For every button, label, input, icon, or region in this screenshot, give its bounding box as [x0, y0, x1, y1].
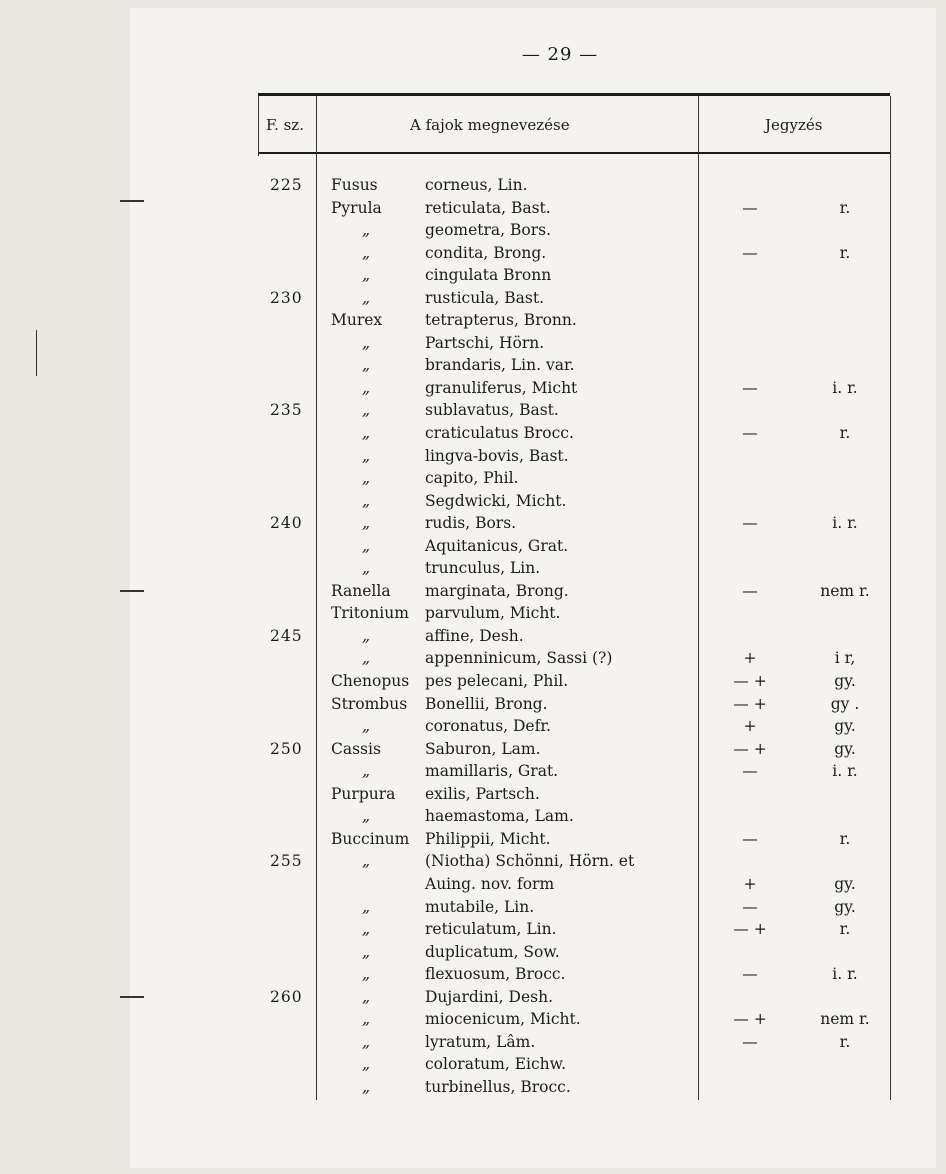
- species-name: geometra, Bors.: [425, 221, 552, 240]
- ditto-mark: „: [361, 649, 371, 668]
- ditto-mark: „: [361, 920, 371, 939]
- header-number: F. sz.: [266, 116, 304, 134]
- occurrence-sign: —: [742, 829, 758, 848]
- genus-name: Cassis: [331, 739, 381, 758]
- species-name: exilis, Partsch.: [425, 784, 540, 803]
- note-text: nem r.: [820, 581, 870, 600]
- ditto-mark: „: [361, 852, 371, 871]
- species-name: capito, Phil.: [425, 469, 519, 488]
- table-row: [0, 805, 946, 828]
- occurrence-sign: —: [742, 965, 758, 984]
- table-row: [0, 963, 946, 986]
- note-text: gy.: [834, 874, 856, 893]
- note-text: gy.: [834, 717, 856, 736]
- species-name: duplicatum, Sow.: [425, 942, 560, 961]
- table-row: [0, 625, 946, 648]
- genus-name: Ranella: [331, 581, 391, 600]
- table-row: [0, 715, 946, 738]
- table-row: [0, 693, 946, 716]
- occurrence-sign: —: [742, 514, 758, 533]
- species-name: reticulatum, Lin.: [425, 920, 557, 939]
- table-row: [0, 422, 946, 445]
- occurrence-sign: — +: [733, 694, 767, 713]
- table-row: [0, 896, 946, 919]
- ditto-mark: „: [361, 1010, 371, 1029]
- species-name: mutabile, Lin.: [425, 897, 535, 916]
- ditto-mark: „: [361, 942, 371, 961]
- species-name: Aquitanicus, Grat.: [425, 536, 569, 555]
- note-text: i. r.: [832, 378, 858, 397]
- ditto-mark: „: [361, 356, 371, 375]
- species-name: coloratum, Eichw.: [425, 1055, 567, 1074]
- species-table: [0, 174, 946, 1098]
- table-header-rule: [258, 152, 890, 154]
- species-name: reticulata, Bast.: [425, 198, 551, 217]
- table-row: [0, 377, 946, 400]
- ditto-mark: „: [361, 221, 371, 240]
- species-name: rudis, Bors.: [425, 514, 517, 533]
- note-text: i. r.: [832, 965, 858, 984]
- ditto-mark: „: [361, 987, 371, 1006]
- table-row: [0, 264, 946, 287]
- page-number: — 29 —: [521, 44, 599, 65]
- occurrence-sign: +: [743, 874, 757, 893]
- genus-name: Buccinum: [331, 829, 410, 848]
- ditto-mark: „: [361, 965, 371, 984]
- species-name: craticulatus Brocc.: [425, 424, 574, 443]
- table-row: [0, 467, 946, 490]
- genus-name: Chenopus: [331, 672, 410, 691]
- table-row: [0, 309, 946, 332]
- occurrence-sign: —: [742, 378, 758, 397]
- table-row: [0, 647, 946, 670]
- species-name: tetrapterus, Bronn.: [425, 311, 577, 330]
- occurrence-sign: —: [742, 762, 758, 781]
- table-row: [0, 670, 946, 693]
- table-row: [0, 783, 946, 806]
- ditto-mark: „: [361, 762, 371, 781]
- species-name: parvulum, Micht.: [425, 604, 561, 623]
- species-name: Saburon, Lam.: [425, 739, 541, 758]
- ditto-mark: „: [361, 243, 371, 262]
- header-name: A fajok megnevezése: [410, 116, 570, 134]
- ditto-mark: „: [361, 469, 371, 488]
- note-text: r.: [839, 424, 851, 443]
- genus-name: Pyrula: [331, 198, 382, 217]
- species-name: marginata, Brong.: [425, 581, 569, 600]
- note-text: r.: [839, 1032, 851, 1051]
- table-row: [0, 850, 946, 873]
- genus-name: Murex: [331, 311, 383, 330]
- species-name: affine, Desh.: [425, 626, 524, 645]
- species-name: turbinellus, Brocc.: [425, 1077, 571, 1096]
- table-row: [0, 828, 946, 851]
- table-row: [0, 354, 946, 377]
- ditto-mark: „: [361, 536, 371, 555]
- row-number: 225: [270, 176, 303, 194]
- species-name: Bonellii, Brong.: [425, 694, 548, 713]
- species-name: Dujardini, Desh.: [425, 987, 554, 1006]
- table-row: [0, 738, 946, 761]
- species-name: sublavatus, Bast.: [425, 401, 559, 420]
- ditto-mark: „: [361, 1077, 371, 1096]
- species-name: granuliferus, Micht: [425, 378, 578, 397]
- table-row: [0, 760, 946, 783]
- species-name: flexuosum, Brocc.: [425, 965, 566, 984]
- table-row: [0, 219, 946, 242]
- ditto-mark: „: [361, 897, 371, 916]
- note-text: i r,: [834, 649, 856, 668]
- species-name: lyratum, Lâm.: [425, 1032, 536, 1051]
- occurrence-sign: —: [742, 581, 758, 600]
- ditto-mark: „: [361, 424, 371, 443]
- species-name: corneus, Lin.: [425, 176, 528, 194]
- table-left-edge: [258, 96, 259, 156]
- table-row: [0, 580, 946, 603]
- ditto-mark: „: [361, 401, 371, 420]
- species-name: Segdwicki, Micht.: [425, 491, 567, 510]
- ditto-mark: „: [361, 446, 371, 465]
- table-row: [0, 1008, 946, 1031]
- table-row: [0, 399, 946, 422]
- table-row: [0, 557, 946, 580]
- ditto-mark: „: [361, 378, 371, 397]
- table-row: [0, 445, 946, 468]
- occurrence-sign: +: [743, 717, 757, 736]
- table-row: [0, 873, 946, 896]
- species-name: coronatus, Defr.: [425, 717, 551, 736]
- table-row: [0, 602, 946, 625]
- occurrence-sign: — +: [733, 920, 767, 939]
- occurrence-sign: —: [742, 1032, 758, 1051]
- table-row: [0, 490, 946, 513]
- row-number: 230: [270, 288, 303, 307]
- note-text: i. r.: [832, 762, 858, 781]
- species-name: lingva-bovis, Bast.: [425, 446, 569, 465]
- species-name: appenninicum, Sassi (?): [425, 649, 613, 668]
- genus-name: Tritonium: [331, 604, 409, 623]
- ditto-mark: „: [361, 626, 371, 645]
- note-text: r.: [839, 829, 851, 848]
- note-text: i. r.: [832, 514, 858, 533]
- table-row: [0, 332, 946, 355]
- species-name: miocenicum, Micht.: [425, 1010, 581, 1029]
- row-number: 245: [270, 626, 303, 645]
- row-number: 235: [270, 401, 303, 420]
- table-row: [0, 242, 946, 265]
- genus-name: Purpura: [331, 784, 396, 803]
- table-row: [0, 918, 946, 941]
- species-name: condita, Brong.: [425, 243, 547, 262]
- species-name: cingulata Bronn: [425, 266, 552, 285]
- genus-name: Strombus: [331, 694, 408, 713]
- occurrence-sign: — +: [733, 739, 767, 758]
- table-row: [0, 512, 946, 535]
- ditto-mark: „: [361, 559, 371, 578]
- occurrence-sign: — +: [733, 1010, 767, 1029]
- table-row: [0, 1053, 946, 1076]
- ditto-mark: „: [361, 717, 371, 736]
- note-text: gy.: [834, 672, 856, 691]
- species-name: (Niotha) Schönni, Hörn. et: [425, 852, 635, 871]
- row-number: 255: [270, 852, 303, 871]
- occurrence-sign: —: [742, 424, 758, 443]
- ditto-mark: „: [361, 514, 371, 533]
- note-text: gy.: [834, 739, 856, 758]
- ditto-mark: „: [361, 807, 371, 826]
- occurrence-sign: —: [742, 897, 758, 916]
- row-number: 260: [270, 987, 303, 1006]
- species-name: Partschi, Hörn.: [425, 333, 545, 352]
- occurrence-sign: — +: [733, 672, 767, 691]
- ditto-mark: „: [361, 491, 371, 510]
- species-name: mamillaris, Grat.: [425, 762, 559, 781]
- table-row: [0, 174, 946, 197]
- header-note: Jegyzés: [765, 116, 823, 134]
- species-name: Auing. nov. form: [425, 874, 555, 893]
- table-top-rule: [258, 93, 890, 96]
- occurrence-sign: —: [742, 198, 758, 217]
- occurrence-sign: +: [743, 649, 757, 668]
- species-name: trunculus, Lin.: [425, 559, 541, 578]
- ditto-mark: „: [361, 1032, 371, 1051]
- species-name: rusticula, Bast.: [425, 288, 544, 307]
- species-name: pes pelecani, Phil.: [425, 672, 569, 691]
- table-row: [0, 1031, 946, 1054]
- genus-name: Fusus: [331, 176, 378, 194]
- table-row: [0, 197, 946, 220]
- note-text: r.: [839, 243, 851, 262]
- row-number: 240: [270, 514, 303, 533]
- ditto-mark: „: [361, 266, 371, 285]
- ditto-mark: „: [361, 1055, 371, 1074]
- table-row: [0, 986, 946, 1009]
- species-name: haemastoma, Lam.: [425, 807, 574, 826]
- table-row: [0, 941, 946, 964]
- note-text: nem r.: [820, 1010, 870, 1029]
- note-text: r.: [839, 198, 851, 217]
- ditto-mark: „: [361, 288, 371, 307]
- note-text: r.: [839, 920, 851, 939]
- occurrence-sign: —: [742, 243, 758, 262]
- note-text: gy.: [834, 897, 856, 916]
- table-row: [0, 1076, 946, 1099]
- ditto-mark: „: [361, 333, 371, 352]
- row-number: 250: [270, 739, 303, 758]
- species-name: brandaris, Lin. var.: [425, 356, 575, 375]
- table-row: [0, 535, 946, 558]
- table-row: [0, 287, 946, 310]
- species-name: Philippii, Micht.: [425, 829, 551, 848]
- note-text: gy .: [830, 694, 860, 713]
